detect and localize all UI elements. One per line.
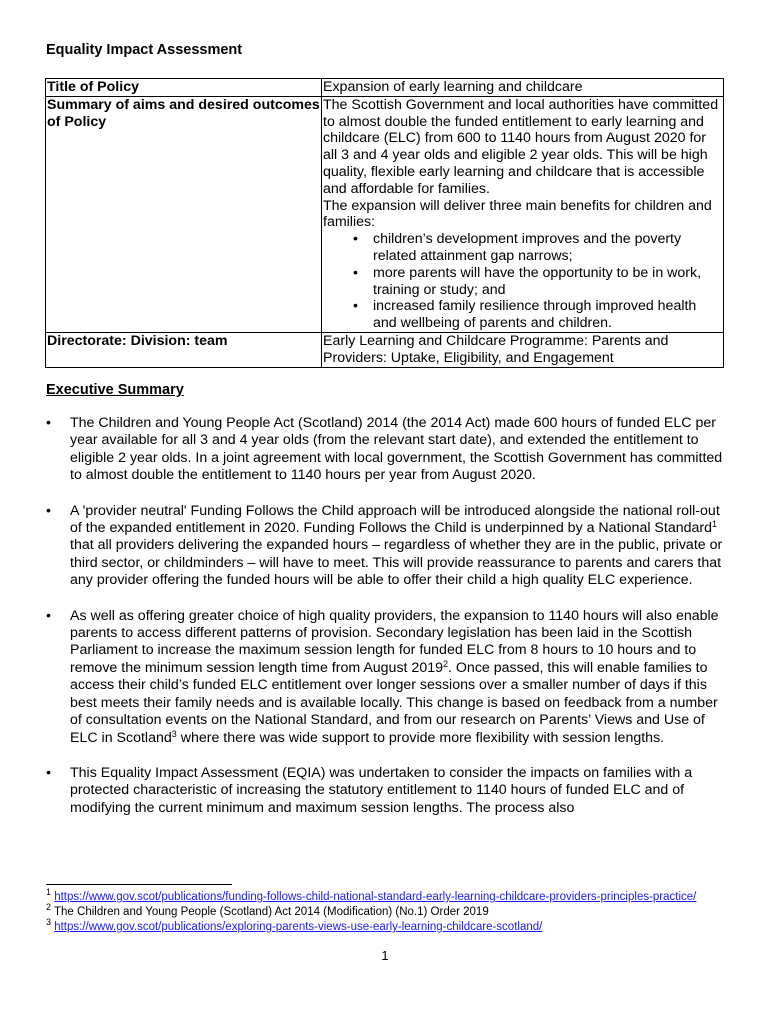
bullet-text: A 'provider neutral' Funding Follows the Child approach will be introduced alongside the national roll-out of the expanded entitlement in 2020. Funding Follows the Child is underpinned by a National Standard xyxy=(70,502,720,537)
policy-summary-table xyxy=(45,78,724,368)
title-of-policy-value: Expansion of early learning and childcare xyxy=(322,79,724,97)
footnote-number: 3 xyxy=(46,917,52,927)
bullet-text: The Children and Young People Act (Scotland) 2014 (the 2014 Act) made 600 hours of funded ELC per year available for all 3 and 4 year olds (from the relevant start date), and extended the entitlement to eligible 2 year olds. In a joint agreement with local government, the Scottish Government has committed to almost double the entitlement to 1140 hours per year from August 2020. xyxy=(70,415,723,484)
footnote-3 xyxy=(46,917,726,935)
footnote-divider xyxy=(46,884,232,885)
table-row xyxy=(46,96,724,332)
list-item: • increased family resilience through improved health and wellbeing of parents and children. xyxy=(373,298,722,332)
bullet-icon: • xyxy=(46,607,51,624)
list-item xyxy=(46,415,726,485)
footnote-ref: 1 xyxy=(712,519,718,530)
list-item xyxy=(46,503,726,590)
footnote-1-link[interactable]: https://www.gov.scot/publications/funding-follows-child-national-standard-early-learning-childcare-providers-principles-practice/ xyxy=(54,891,697,903)
table-row xyxy=(46,79,724,97)
bullet-text: that all providers delivering the expanded hours – regardless of whether they are in the public, private or third sector, or childminders – will have to meet. This will provide reassurance to parents and carers that any provider offering the funded hours will be able to offer their child a high quality ELC experience. xyxy=(70,537,723,589)
footnote-ref: 3 xyxy=(171,728,177,739)
summary-paragraph: The Scottish Government and local authorities have committed to almost double the funded entitlement to early learning and childcare (ELC) from 600 to 1140 hours from August 2020 for all 3 and 4 year olds and eligible 2 year olds. This will be high quality, flexible early learning and childcare that is accessible and affordable for families. xyxy=(323,96,719,197)
summary-aims-value xyxy=(322,96,724,332)
list-item xyxy=(46,608,726,747)
executive-summary-list xyxy=(46,415,726,835)
list-item: • more parents will have the opportunity to be in work, training or study; and xyxy=(373,265,722,299)
bullet-icon: • xyxy=(46,764,51,781)
bullet-text: This Equality Impact Assessment (EQIA) was undertaken to consider the impacts on families with a protected characteristic of increasing the statutory entitlement to 1140 hours of funded ELC and of modifying the current minimum and maximum session lengths. The process also xyxy=(70,764,693,816)
summary-aims-label: Summary of aims and desired outcomes of Policy xyxy=(46,96,322,332)
bullet-text: where there was wide support to provide more flexibility with session lengths. xyxy=(176,729,665,746)
bullet-icon: • xyxy=(46,415,51,431)
executive-summary-heading: Executive Summary xyxy=(46,382,184,398)
title-of-policy-label: Title of Policy xyxy=(46,79,322,97)
bullet-text: As well as offering greater choice of high quality providers, the expansion to 1140 hours will also enable parents to access different patterns of provision. Secondary legislation has been laid in the Scottish Parliament to increase the maximum session length for funded ELC from 8 hours to 10 hours and to remove the minimum session length time from August 2019 xyxy=(70,607,719,676)
footnote-1 xyxy=(46,887,726,905)
list-item: • children’s development improves and the poverty related attainment gap narrows; xyxy=(373,231,722,265)
table-row xyxy=(46,332,724,367)
footnote-3-link[interactable]: https://www.gov.scot/publications/exploring-parents-views-use-early-learning-childcare-scotland/ xyxy=(54,921,543,933)
list-item xyxy=(46,765,726,817)
document-title: Equality Impact Assessment xyxy=(46,42,243,58)
summary-paragraph: The expansion will deliver three main benefits for children and families: xyxy=(323,197,712,231)
page-number: 1 xyxy=(381,948,389,963)
directorate-label: Directorate: Division: team xyxy=(46,332,322,367)
benefits-list xyxy=(323,231,722,332)
footnote-number: 2 xyxy=(46,902,52,912)
footnotes xyxy=(46,887,726,935)
footnote-2 xyxy=(46,902,726,920)
directorate-value: Early Learning and Childcare Programme: Parents and Providers: Uptake, Eligibility, and Engagement xyxy=(322,332,724,367)
bullet-icon: • xyxy=(46,502,51,519)
footnote-number: 1 xyxy=(46,887,52,897)
footnote-ref: 2 xyxy=(443,658,449,669)
bullet-text: . Once passed, this will enable families to access their child’s funded ELC entitlement over longer sessions over a smaller number of days if this best meets their family needs and is available locally. This change is based on feedback from a number of consultation events on the National Standard, and from our research on Parents’ Views and Use of ELC in Scotland xyxy=(70,659,718,746)
footnote-2-text: The Children and Young People (Scotland) Act 2014 (Modification) (No.1) Order 2019 xyxy=(54,906,489,918)
